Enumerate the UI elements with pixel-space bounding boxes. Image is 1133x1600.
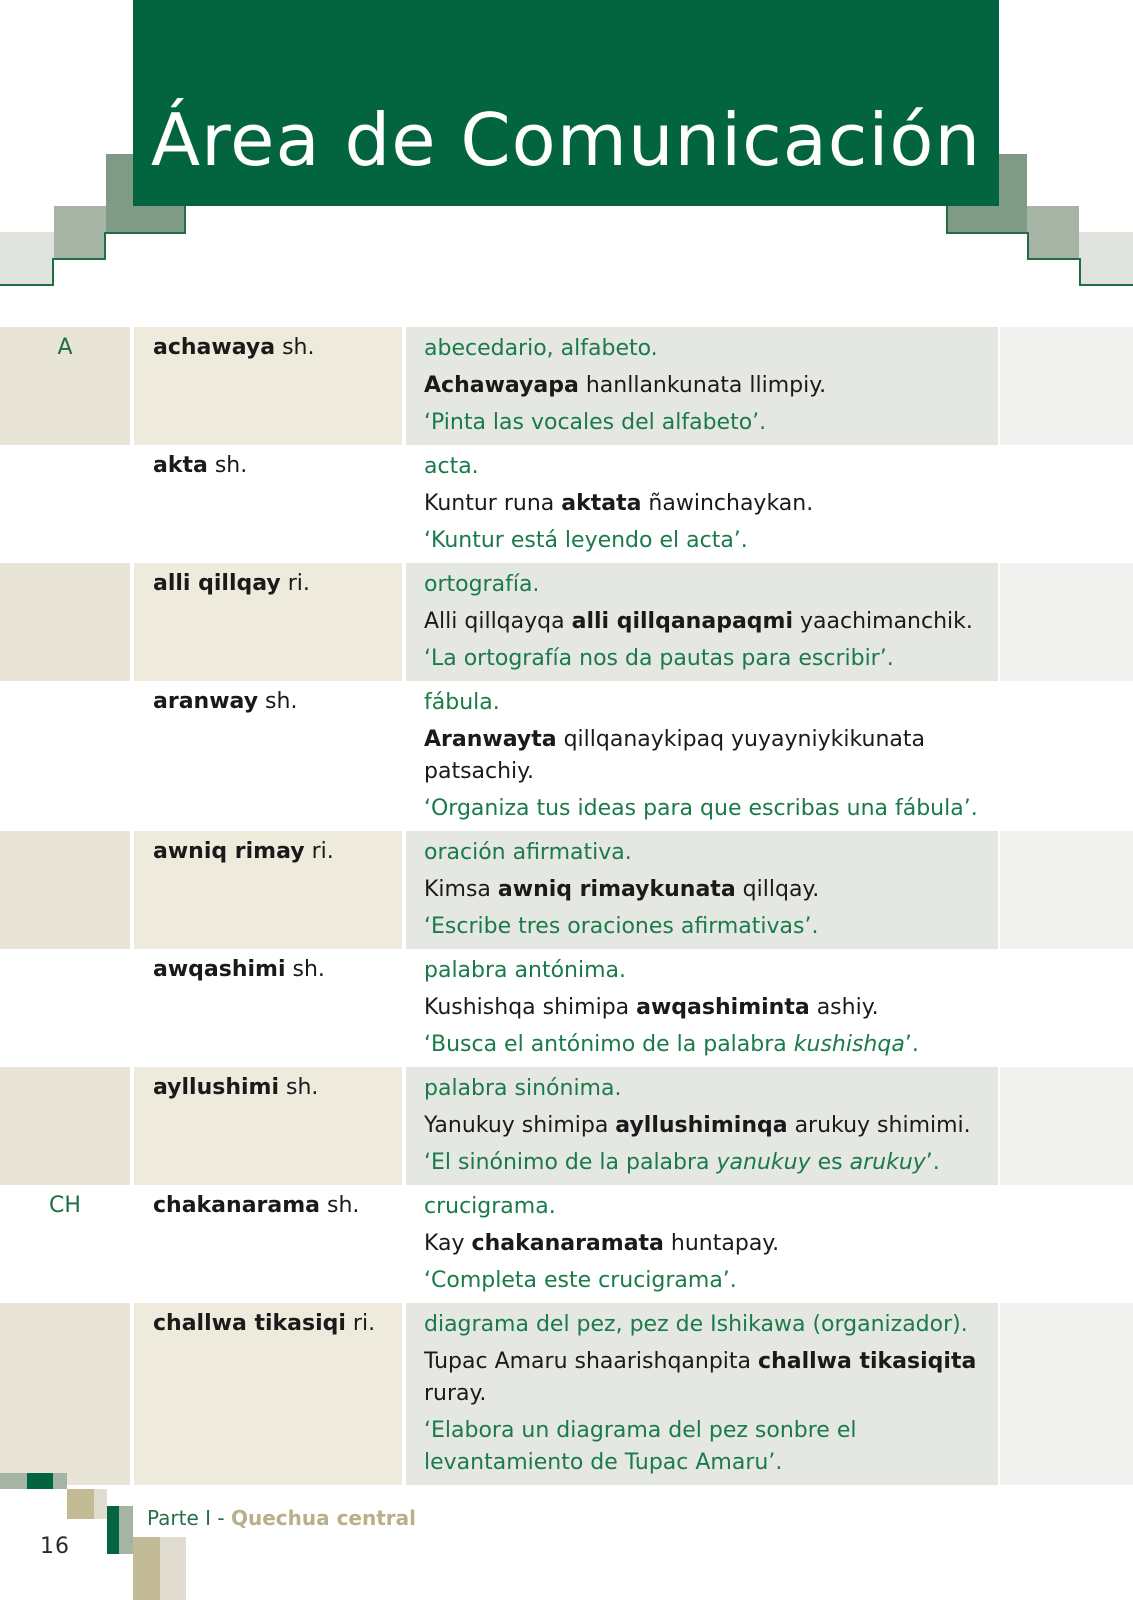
entry-pos: sh. bbox=[292, 957, 325, 982]
entry-headword bbox=[153, 571, 310, 596]
entry-translation bbox=[424, 525, 994, 557]
entry-gloss: acta. bbox=[424, 454, 479, 479]
entry-definitions bbox=[424, 1185, 994, 1303]
entry-pos: ri. bbox=[287, 571, 310, 596]
entry-example bbox=[424, 1228, 994, 1260]
example-text: huntapay. bbox=[663, 1231, 780, 1256]
entry-example bbox=[424, 874, 994, 906]
example-text: Yanukuy shimipa bbox=[424, 1113, 616, 1138]
entry-word: chakanarama bbox=[153, 1193, 320, 1218]
margin-column-cell bbox=[1000, 949, 1133, 1067]
entry-translation bbox=[424, 1029, 994, 1061]
letter-column-cell bbox=[0, 1303, 130, 1485]
entry-definitions bbox=[424, 831, 994, 949]
entry-gloss: abecedario, alfabeto. bbox=[424, 336, 658, 361]
entry-pos: sh. bbox=[286, 1075, 319, 1100]
entry-headword bbox=[153, 1311, 375, 1336]
entry-letter: CH bbox=[49, 1193, 81, 1218]
entry-example bbox=[424, 1110, 994, 1142]
entry-word: aranway bbox=[153, 689, 259, 714]
entry-gloss: palabra antónima. bbox=[424, 958, 626, 983]
example-headword: awqashiminta bbox=[636, 995, 810, 1020]
entry-translation bbox=[424, 911, 994, 943]
example-text: qillqanaykipaq yuyayniykikunata patsachiy. bbox=[424, 727, 925, 784]
example-text: Alli qillqayqa bbox=[424, 609, 572, 634]
dictionary-entry bbox=[0, 327, 1133, 445]
margin-column-cell bbox=[1000, 1067, 1133, 1185]
entry-word: achawaya bbox=[153, 335, 276, 360]
translation-text: es bbox=[810, 1150, 850, 1175]
example-text: ñawinchaykan. bbox=[641, 491, 814, 516]
entry-translation bbox=[424, 643, 994, 675]
example-text: yaachimanchik. bbox=[793, 609, 973, 634]
entry-definitions bbox=[424, 681, 994, 831]
entry-definitions bbox=[424, 949, 994, 1067]
example-headword: aktata bbox=[561, 491, 642, 516]
dictionary-entry bbox=[0, 1185, 1133, 1303]
footer-subject: Quechua central bbox=[230, 1506, 417, 1530]
entry-gloss: diagrama del pez, pez de Ishikawa (organizador). bbox=[424, 1312, 968, 1337]
entry-example bbox=[424, 370, 994, 402]
footer-part-label bbox=[147, 1506, 416, 1530]
entry-translation bbox=[424, 1147, 994, 1179]
example-headword: awniq rimaykunata bbox=[497, 877, 736, 902]
dictionary-entry bbox=[0, 1303, 1133, 1485]
dictionary-table bbox=[0, 327, 1133, 1485]
entry-word: akta bbox=[153, 453, 208, 478]
entry-example bbox=[424, 606, 994, 638]
entry-example bbox=[424, 488, 994, 520]
translation-text: ’. bbox=[904, 1032, 919, 1057]
entry-example bbox=[424, 724, 994, 788]
entry-gloss: palabra sinónima. bbox=[424, 1076, 622, 1101]
translation-text: ‘Kuntur está leyendo el acta’. bbox=[424, 528, 748, 553]
entry-translation bbox=[424, 793, 994, 825]
example-headword: ayllushiminqa bbox=[615, 1113, 788, 1138]
translation-text: ‘Organiza tus ideas para que escribas una fábula’. bbox=[424, 796, 978, 821]
dictionary-entry bbox=[0, 1067, 1133, 1185]
letter-column-cell bbox=[0, 445, 130, 563]
entry-headword bbox=[153, 1193, 359, 1218]
example-text: arukuy shimimi. bbox=[787, 1113, 971, 1138]
entry-pos: sh. bbox=[265, 689, 298, 714]
example-text: Tupac Amaru shaarishqanpita bbox=[424, 1349, 759, 1374]
margin-column-cell bbox=[1000, 563, 1133, 681]
page-number: 16 bbox=[40, 1534, 70, 1559]
footer-part: Parte I - bbox=[147, 1506, 231, 1530]
entry-pos: sh. bbox=[327, 1193, 360, 1218]
entry-headword bbox=[153, 689, 297, 714]
entry-word: ayllushimi bbox=[153, 1075, 280, 1100]
letter-column-cell bbox=[0, 949, 130, 1067]
entry-gloss: crucigrama. bbox=[424, 1194, 556, 1219]
entry-definitions bbox=[424, 445, 994, 563]
entry-translation bbox=[424, 1415, 994, 1479]
example-headword: Achawayapa bbox=[424, 373, 579, 398]
margin-column-cell bbox=[1000, 327, 1133, 445]
letter-column-cell bbox=[0, 1067, 130, 1185]
example-text: qillqay. bbox=[735, 877, 820, 902]
translation-text: ‘Busca el antónimo de la palabra bbox=[424, 1032, 794, 1057]
example-text: Kuntur runa bbox=[424, 491, 562, 516]
entry-definitions bbox=[424, 1067, 994, 1185]
example-headword: alli qillqanapaqmi bbox=[571, 609, 794, 634]
entry-translation bbox=[424, 407, 994, 439]
entry-word: alli qillqay bbox=[153, 571, 281, 596]
example-headword: challwa tikasiqita bbox=[758, 1349, 977, 1374]
translation-text: ‘Escribe tres oraciones afirmativas’. bbox=[424, 914, 819, 939]
margin-column-cell bbox=[1000, 1185, 1133, 1303]
translation-italic: arukuy bbox=[849, 1150, 926, 1175]
letter-column-cell bbox=[0, 681, 130, 831]
page-title: Área de Comunicación bbox=[150, 98, 982, 182]
entry-word: awniq rimay bbox=[153, 839, 305, 864]
translation-text: ‘Pinta las vocales del alfabeto’. bbox=[424, 410, 767, 435]
entry-headword bbox=[153, 453, 247, 478]
entry-gloss: oración afirmativa. bbox=[424, 840, 632, 865]
entry-headword bbox=[153, 335, 314, 360]
entry-definitions bbox=[424, 327, 994, 445]
example-text: Kay bbox=[424, 1231, 472, 1256]
example-text: hanllankunata llimpiy. bbox=[578, 373, 827, 398]
dictionary-entry bbox=[0, 831, 1133, 949]
letter-column-cell bbox=[0, 563, 130, 681]
example-text: ashiy. bbox=[809, 995, 879, 1020]
entry-headword bbox=[153, 957, 325, 982]
entry-headword bbox=[153, 839, 334, 864]
entry-word: challwa tikasiqi bbox=[153, 1311, 346, 1336]
entry-pos: sh. bbox=[214, 453, 248, 478]
margin-column-cell bbox=[1000, 1303, 1133, 1485]
entry-word: awqashimi bbox=[153, 957, 286, 982]
translation-text: ‘Completa este crucigrama’. bbox=[424, 1268, 737, 1293]
example-text: Kimsa bbox=[424, 877, 498, 902]
margin-column-cell bbox=[1000, 681, 1133, 831]
translation-text: ‘Elabora un diagrama del pez sonbre el levantamiento de Tupac Amaru’. bbox=[424, 1418, 857, 1475]
dictionary-entry bbox=[0, 681, 1133, 831]
example-headword: Aranwayta bbox=[424, 727, 557, 752]
entry-pos: sh. bbox=[282, 335, 315, 360]
entry-pos: ri. bbox=[352, 1311, 376, 1336]
dictionary-entry bbox=[0, 445, 1133, 563]
margin-column-cell bbox=[1000, 445, 1133, 563]
entry-definitions bbox=[424, 1303, 994, 1485]
example-text: ruray. bbox=[424, 1381, 487, 1406]
entry-translation bbox=[424, 1265, 994, 1297]
translation-italic: kushishqa bbox=[793, 1032, 905, 1057]
entry-example bbox=[424, 1346, 994, 1410]
entry-headword bbox=[153, 1075, 318, 1100]
translation-text: ’. bbox=[925, 1150, 940, 1175]
entry-gloss: fábula. bbox=[424, 690, 500, 715]
example-text: Kushishqa shimipa bbox=[424, 995, 637, 1020]
translation-text: ‘La ortografía nos da pautas para escribir’. bbox=[424, 646, 894, 671]
entry-pos: ri. bbox=[311, 839, 334, 864]
dictionary-entry bbox=[0, 563, 1133, 681]
translation-italic: yanukuy bbox=[716, 1150, 811, 1175]
entry-definitions bbox=[424, 563, 994, 681]
translation-text: ‘El sinónimo de la palabra bbox=[424, 1150, 717, 1175]
example-headword: chakanaramata bbox=[471, 1231, 664, 1256]
letter-column-cell bbox=[0, 831, 130, 949]
entry-example bbox=[424, 992, 994, 1024]
margin-column-cell bbox=[1000, 831, 1133, 949]
dictionary-entry bbox=[0, 949, 1133, 1067]
entry-letter: A bbox=[57, 335, 73, 360]
entry-gloss: ortografía. bbox=[424, 572, 540, 597]
